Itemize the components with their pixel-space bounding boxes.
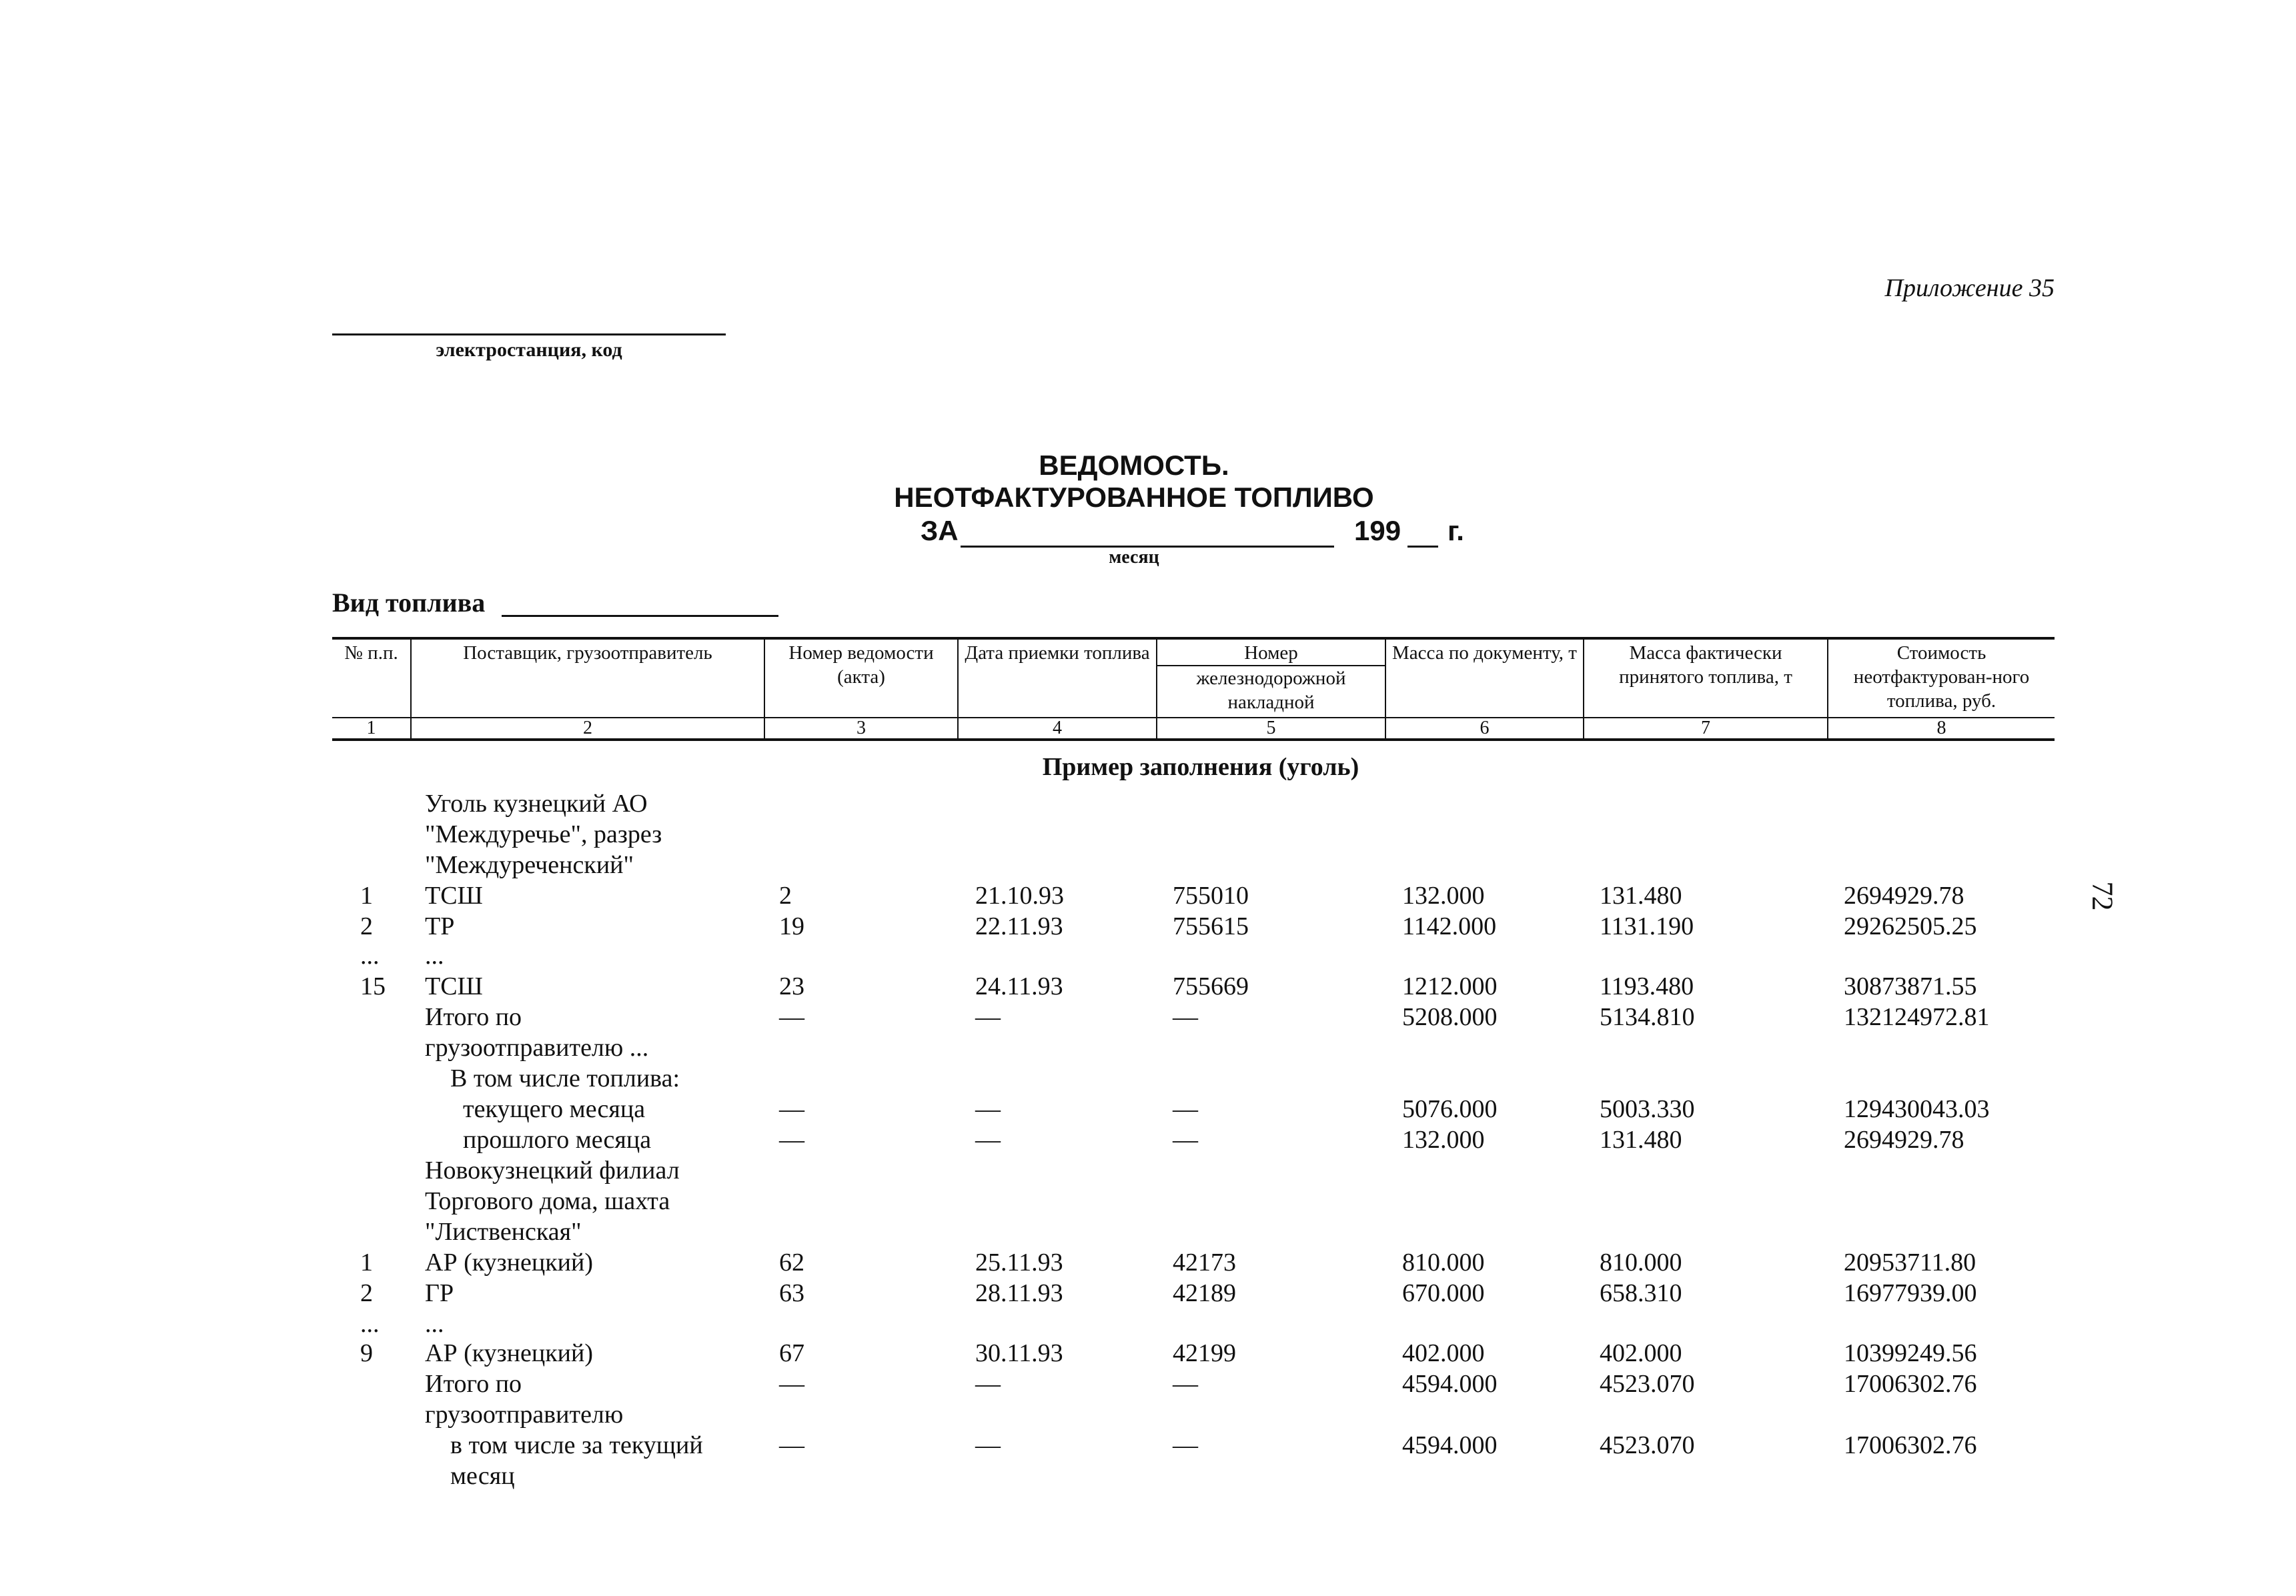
column-number: 5	[1157, 718, 1385, 740]
column-number: 8	[1828, 718, 2055, 740]
row-actual-mass: 5134.810	[1600, 1003, 1695, 1031]
row-date: 25.11.93	[975, 1249, 1063, 1277]
row-statement: 23	[779, 972, 804, 1000]
period-year-blank	[1407, 546, 1438, 548]
row-date: 21.10.93	[975, 882, 1064, 910]
table-row	[0, 971, 2296, 1002]
fuel-type-label: Вид топлива	[332, 588, 486, 618]
row-cost: 10399249.56	[1844, 1339, 1977, 1367]
row-actual-mass: 658.310	[1600, 1279, 1682, 1307]
row-waybill: 42199	[1173, 1339, 1236, 1367]
column-number: 2	[411, 718, 764, 740]
row-supplier: АР (кузнецкий)	[425, 1339, 593, 1367]
row-supplier: ТСШ	[425, 882, 483, 910]
row-supplier: ...	[425, 942, 444, 970]
row-number: 1	[360, 882, 373, 910]
row-doc-mass: 1142.000	[1402, 912, 1497, 940]
row-cost: 20953711.80	[1844, 1249, 1976, 1277]
row-cost: 2694929.78	[1844, 1126, 1964, 1154]
row-doc-mass: 1212.000	[1402, 972, 1498, 1000]
document-subtitle: НЕОТФАКТУРОВАННОЕ ТОПЛИВО	[894, 482, 1374, 513]
row-date: 28.11.93	[975, 1279, 1063, 1307]
table-row	[0, 1124, 2296, 1155]
row-supplier: "Междуречье", разрез	[425, 820, 662, 848]
table-row	[0, 1399, 2296, 1430]
row-supplier: Итого по	[425, 1003, 522, 1031]
row-waybill: 42189	[1173, 1279, 1236, 1307]
table-row	[0, 1369, 2296, 1399]
table-row	[0, 1338, 2296, 1369]
row-waybill: 42173	[1173, 1249, 1236, 1277]
row-supplier: в том числе за текущий	[425, 1431, 703, 1459]
column-number: 1	[332, 718, 411, 740]
table-row	[0, 1309, 2296, 1339]
row-supplier: месяц	[425, 1462, 515, 1490]
table-row	[0, 1032, 2296, 1063]
header-number: № п.п.	[332, 638, 411, 718]
row-cost: 132124972.81	[1844, 1003, 1990, 1031]
row-waybill: —	[1173, 1126, 1198, 1154]
row-statement: 67	[779, 1339, 804, 1367]
header-cost: Стоимость неотфактурован-ного топлива, руб.	[1828, 638, 2055, 718]
row-statement: —	[779, 1431, 804, 1459]
row-supplier: ТР	[425, 912, 455, 940]
table-row	[0, 1430, 2296, 1461]
row-actual-mass: 131.480	[1600, 882, 1682, 910]
row-statement: 62	[779, 1249, 804, 1277]
row-cost: 17006302.76	[1844, 1431, 1977, 1459]
row-supplier: ГР	[425, 1279, 454, 1307]
period-prefix: ЗА	[921, 515, 959, 546]
row-doc-mass: 4594.000	[1402, 1370, 1498, 1398]
row-cost: 16977939.00	[1844, 1279, 1977, 1307]
row-cost: 129430043.03	[1844, 1095, 1990, 1123]
header-supplier: Поставщик, грузоотправитель	[411, 638, 764, 718]
appendix-label: Приложение 35	[1884, 274, 2055, 302]
row-actual-mass: 5003.330	[1600, 1095, 1695, 1123]
row-date: —	[975, 1095, 1001, 1123]
row-cost: 2694929.78	[1844, 882, 1964, 910]
table-row	[0, 819, 2296, 850]
row-doc-mass: 5076.000	[1402, 1095, 1498, 1123]
row-statement: 63	[779, 1279, 804, 1307]
fuel-type-blank	[502, 615, 778, 617]
table-row	[0, 1247, 2296, 1278]
row-actual-mass: 131.480	[1600, 1126, 1682, 1154]
table-header	[332, 637, 2055, 741]
table-row	[0, 1461, 2296, 1491]
row-actual-mass: 1193.480	[1600, 972, 1694, 1000]
row-number: 1	[360, 1249, 373, 1277]
row-statement: 19	[779, 912, 804, 940]
row-supplier: "Междуреченский"	[425, 851, 634, 879]
table-row	[0, 1278, 2296, 1309]
row-doc-mass: 670.000	[1402, 1279, 1485, 1307]
period-suffix: г.	[1448, 515, 1464, 546]
row-date: —	[975, 1126, 1001, 1154]
column-number: 6	[1385, 718, 1584, 740]
row-cost: 29262505.25	[1844, 912, 1977, 940]
table-row	[0, 1094, 2296, 1124]
row-supplier: Торгового дома, шахта	[425, 1187, 670, 1215]
row-statement: —	[779, 1370, 804, 1398]
table-row	[0, 911, 2296, 942]
row-supplier: текущего месяца	[425, 1095, 646, 1123]
row-date: —	[975, 1003, 1001, 1031]
row-waybill: 755615	[1173, 912, 1249, 940]
row-waybill: 755669	[1173, 972, 1249, 1000]
column-number: 3	[764, 718, 958, 740]
table-row	[0, 880, 2296, 911]
header-waybill-type: железнодорожной накладной	[1196, 668, 1346, 713]
row-date: —	[975, 1370, 1001, 1398]
header-doc-mass: Масса по документу, т	[1385, 638, 1584, 718]
page-number: 72	[2086, 881, 2119, 911]
station-code-line	[332, 333, 726, 335]
row-supplier: ...	[425, 1310, 444, 1338]
row-doc-mass: 132.000	[1402, 1126, 1485, 1154]
table-row	[0, 788, 2296, 819]
month-label: месяц	[1109, 547, 1159, 568]
row-doc-mass: 402.000	[1402, 1339, 1485, 1367]
row-number: 9	[360, 1339, 373, 1367]
header-waybill-number: Номер	[1157, 641, 1385, 666]
row-supplier: Новокузнецкий филиал	[425, 1156, 680, 1184]
station-code-label: электростанция, код	[436, 339, 622, 361]
row-doc-mass: 810.000	[1402, 1249, 1485, 1277]
row-waybill: —	[1173, 1095, 1198, 1123]
row-doc-mass: 132.000	[1402, 882, 1485, 910]
header-waybill	[1157, 638, 1385, 718]
row-supplier: грузоотправителю	[425, 1401, 624, 1429]
row-number: 2	[360, 1279, 373, 1307]
row-cost: 17006302.76	[1844, 1370, 1977, 1398]
row-number: ...	[360, 1310, 380, 1338]
row-supplier: грузоотправителю ...	[425, 1034, 649, 1062]
row-number: 15	[360, 972, 386, 1000]
row-supplier: Итого по	[425, 1370, 522, 1398]
column-number: 4	[958, 718, 1157, 740]
section-title: Пример заполнения (уголь)	[1042, 753, 1359, 781]
row-date: 24.11.93	[975, 972, 1063, 1000]
row-actual-mass: 1131.190	[1600, 912, 1694, 940]
row-doc-mass: 4594.000	[1402, 1431, 1498, 1459]
row-supplier: В том числе топлива:	[425, 1064, 680, 1092]
row-waybill: 755010	[1173, 882, 1249, 910]
row-waybill: —	[1173, 1431, 1198, 1459]
period-year: 199	[1354, 515, 1401, 546]
table-row	[0, 1155, 2296, 1186]
table-row	[0, 1217, 2296, 1247]
row-statement: —	[779, 1095, 804, 1123]
row-waybill: —	[1173, 1370, 1198, 1398]
document-title: ВЕДОМОСТЬ.	[1039, 450, 1229, 481]
row-number: 2	[360, 912, 373, 940]
row-supplier: Уголь кузнецкий АО	[425, 790, 648, 818]
row-statement: 2	[779, 882, 792, 910]
row-statement: —	[779, 1126, 804, 1154]
header-actual-mass: Масса фактически принятого топлива, т	[1584, 638, 1828, 718]
row-actual-mass: 402.000	[1600, 1339, 1682, 1367]
row-date: 30.11.93	[975, 1339, 1063, 1367]
row-actual-mass: 810.000	[1600, 1249, 1682, 1277]
row-doc-mass: 5208.000	[1402, 1003, 1498, 1031]
row-supplier: АР (кузнецкий)	[425, 1249, 593, 1277]
table-row	[0, 1002, 2296, 1032]
row-cost: 30873871.55	[1844, 972, 1977, 1000]
table-row	[0, 1063, 2296, 1094]
row-waybill: —	[1173, 1003, 1198, 1031]
header-acceptance-date: Дата приемки топлива	[958, 638, 1157, 718]
row-number: ...	[360, 942, 380, 970]
row-supplier: ТСШ	[425, 972, 483, 1000]
row-actual-mass: 4523.070	[1600, 1370, 1695, 1398]
column-number: 7	[1584, 718, 1828, 740]
row-date: 22.11.93	[975, 912, 1063, 940]
table-row	[0, 940, 2296, 971]
row-statement: —	[779, 1003, 804, 1031]
row-date: —	[975, 1431, 1001, 1459]
row-actual-mass: 4523.070	[1600, 1431, 1695, 1459]
header-statement-number: Номер ведомости (акта)	[764, 638, 958, 718]
row-supplier: "Лиственская"	[425, 1218, 582, 1246]
table-row	[0, 1186, 2296, 1217]
table-row	[0, 850, 2296, 880]
row-supplier: прошлого месяца	[425, 1126, 652, 1154]
